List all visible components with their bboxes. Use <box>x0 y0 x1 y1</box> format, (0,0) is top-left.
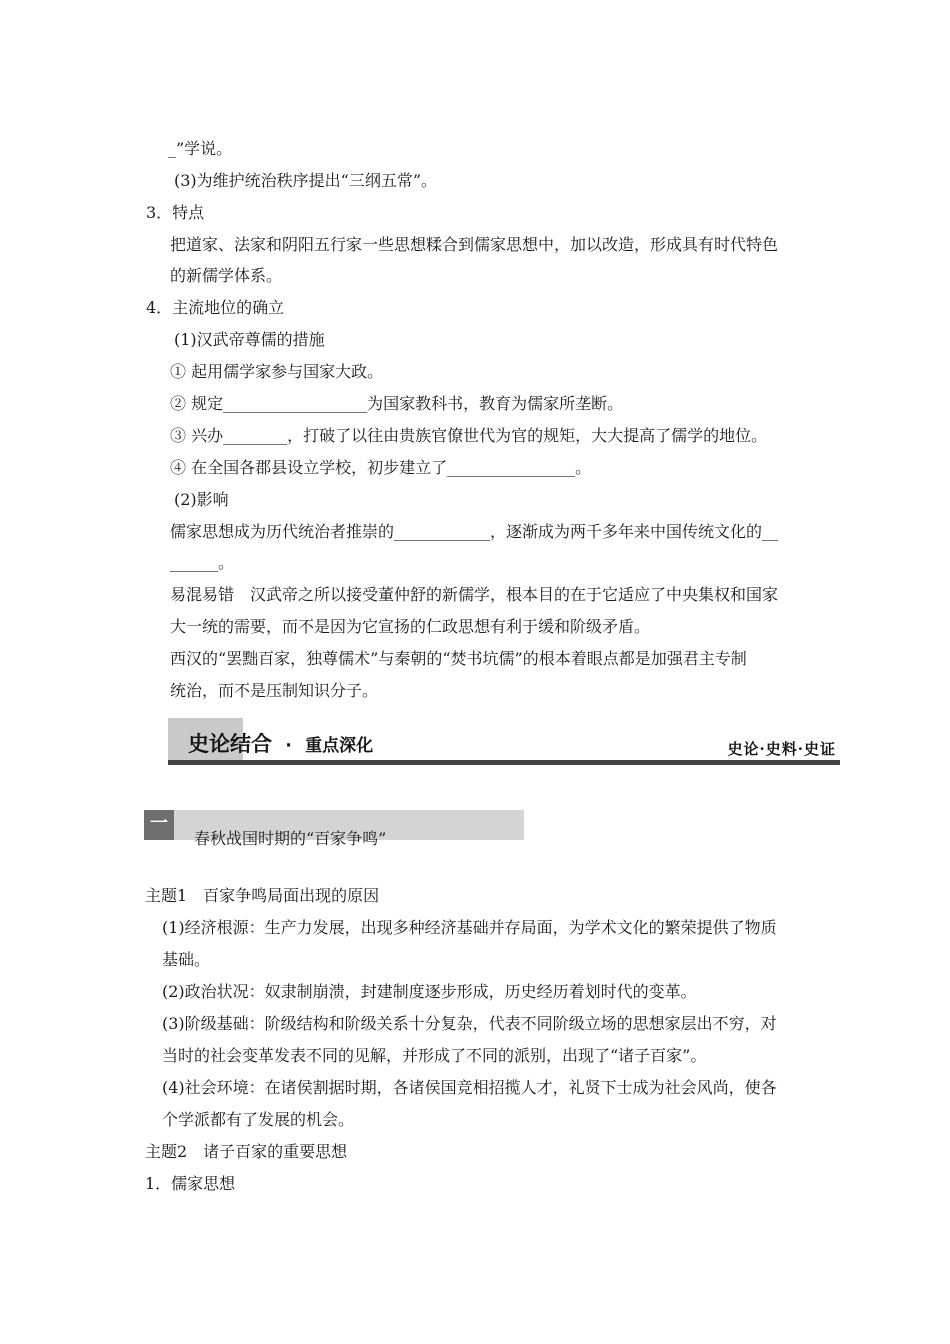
text-line: 把道家、法家和阴阳五行家一些思想糅合到儒家思想中，加以改造，形成具有时代特色 <box>170 235 779 254</box>
banner-subtitle: 重点深化 <box>305 736 374 756</box>
text-line: ① 起用儒学家参与国家大政。 <box>170 362 384 381</box>
heading-4: 4．主流地位的确立 <box>146 298 285 317</box>
text-line: (4)社会环境：在诸侯割据时期，各诸侯国竞相招揽人才，礼贤下士成为社会风尚，使各 <box>162 1078 777 1097</box>
text-line: _”学说。 <box>168 139 233 158</box>
heading-1: 1．儒家思想 <box>145 1174 236 1193</box>
text-line: ______。 <box>170 553 235 572</box>
text-line: 个学派都有了发展的机会。 <box>162 1110 355 1129</box>
text-line: ④ 在全国各郡县设立学校，初步建立了________________。 <box>170 458 592 477</box>
section-title: 春秋战国时期的“百家争鸣” <box>194 829 387 848</box>
text-line: 基础。 <box>162 950 211 969</box>
banner-rule <box>168 760 840 765</box>
text-line: (3)阶级基础：阶级结构和阶级关系十分复杂，代表不同阶级立场的思想家层出不穷，对 <box>162 1014 777 1033</box>
section-number: 一 <box>144 810 174 840</box>
text-line: (2)影响 <box>174 490 229 509</box>
text-line: 大一统的需要，而不是因为它宣扬的仁政思想有利于缓和阶级矛盾。 <box>170 617 651 636</box>
banner-right-label: 史论·史料·史证 <box>727 740 836 758</box>
section-heading <box>144 810 524 848</box>
text-line: 统治，而不是压制知识分子。 <box>170 681 379 700</box>
topic-heading: 主题2 诸子百家的重要思想 <box>145 1142 348 1161</box>
banner-title-main: 史论结合 <box>188 732 272 756</box>
banner-dot: · <box>285 736 292 756</box>
text-line: 儒家思想成为历代统治者推崇的____________，逐渐成为两千多年来中国传统文化的__ <box>170 522 779 541</box>
heading-3: 3．特点 <box>146 203 205 222</box>
text-line: ② 规定__________________为国家教科书，教育为儒家所垄断。 <box>170 394 624 413</box>
banner-title <box>188 728 373 758</box>
text-line: (1)汉武帝尊儒的措施 <box>174 330 325 349</box>
text-line: (3)为维护统治秩序提出“三纲五常”。 <box>174 171 438 190</box>
text-line: 易混易错 汉武帝之所以接受董仲舒的新儒学，根本目的在于它适应了中央集权和国家 <box>170 585 779 604</box>
text-line: (1)经济根源：生产力发展，出现多种经济基础并存局面，为学术文化的繁荣提供了物质 <box>162 918 777 937</box>
text-line: 西汉的“罢黜百家，独尊儒术”与秦朝的“焚书坑儒”的根本着眼点都是加强君主专制 <box>170 649 747 668</box>
section-banner <box>168 718 840 766</box>
text-line: 当时的社会变革发表不同的见解，并形成了不同的派别，出现了“诸子百家”。 <box>162 1046 707 1065</box>
text-line: 的新儒学体系。 <box>170 266 283 285</box>
text-line: (2)政治状况：奴隶制崩溃，封建制度逐步形成，历史经历着划时代的变革。 <box>162 982 697 1001</box>
text-line: ③ 兴办________，打破了以往由贵族官僚世代为官的规矩，大大提高了儒学的地位。 <box>170 426 768 445</box>
topic-heading: 主题1 百家争鸣局面出现的原因 <box>145 886 380 905</box>
